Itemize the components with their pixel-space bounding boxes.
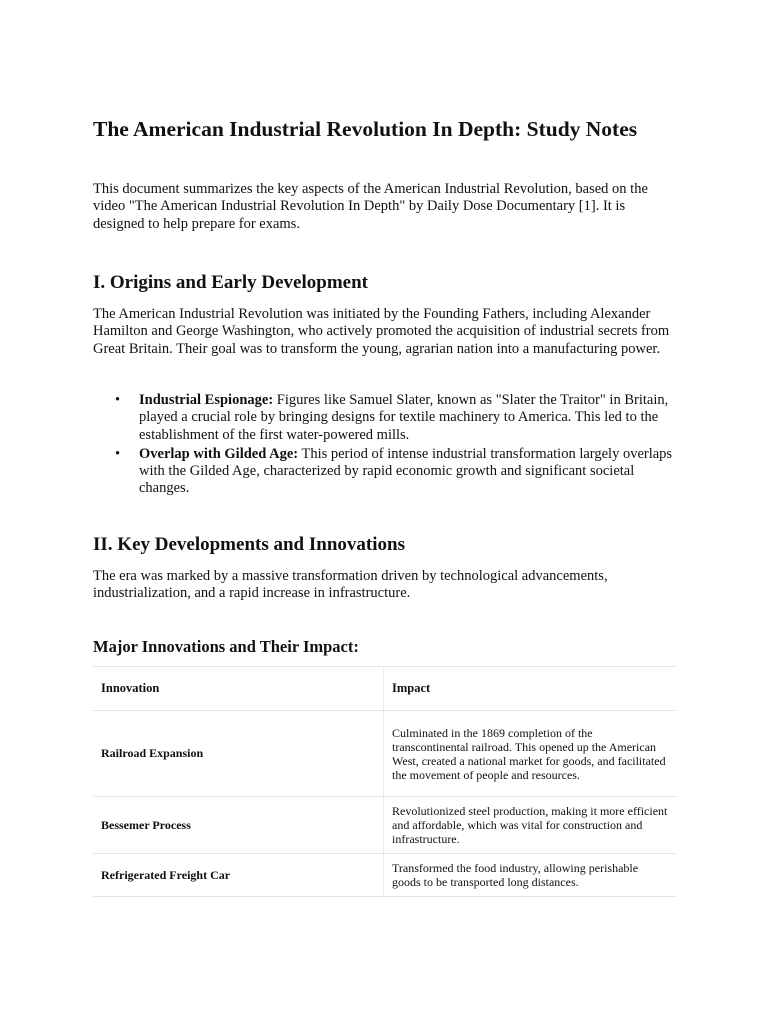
bullet-text: This period of intense industrial transformation largely overlaps with the Gilded Age, characterized by rapid economic growth and significant societal changes. (139, 445, 673, 497)
bullet-term: Industrial Espionage: (139, 392, 274, 408)
table-row (93, 711, 676, 797)
table-row (93, 797, 676, 854)
innovation-cell: Railroad Expansion (93, 711, 384, 797)
table-header-row (93, 667, 676, 711)
origins-paragraph: The American Industrial Revolution was initiated by the Founding Fathers, including Alexander Hamilton and George Washington, who actively promoted the acquisition of industrial secrets from Great Britain. Their goal was to transform the young, agrarian nation into a manufacturing power. (93, 306, 670, 357)
bullet-text: Figures like Samuel Slater, known as "Slater the Traitor" in Britain, played a crucial role by bringing designs for textile machinery to America. This led to the establishment of the first water-powered mills. (139, 392, 669, 443)
impact-cell: Revolutionized steel production, making it more efficient and affordable, which was vital for construction and infrastructure. (384, 797, 677, 854)
table-row (93, 854, 676, 897)
document-title: The American Industrial Revolution In Depth: Study Notes (93, 117, 638, 141)
bullet-marker: • (115, 392, 121, 408)
innovation-cell: Bessemer Process (93, 797, 384, 854)
column-header-innovation: Innovation (93, 667, 384, 711)
bullet-term: Overlap with Gilded Age: (139, 445, 299, 462)
innovations-subheading: Major Innovations and Their Impact: (93, 637, 359, 656)
bullet-marker: • (115, 445, 121, 462)
origins-bullet-list (93, 392, 676, 500)
innovations-table (93, 666, 676, 897)
impact-cell: Transformed the food industry, allowing perishable goods to be transported long distances. (384, 854, 677, 897)
impact-cell: Culminated in the 1869 completion of the transcontinental railroad. This opened up the American West, created a national market for goods, and facilitated the movement of people and resources. (384, 711, 677, 797)
column-header-impact: Impact (384, 667, 677, 711)
intro-paragraph: This document summarizes the key aspects of the American Industrial Revolution, based on the video "The American Industrial Revolution In Depth" by Daily Dose Documentary [1]. It is designed to help prepare for exams. (93, 181, 648, 232)
list-item (93, 446, 676, 498)
section-heading-origins: I. Origins and Early Development (93, 272, 368, 293)
section-heading-developments: II. Key Developments and Innovations (93, 534, 405, 555)
list-item (93, 392, 676, 444)
innovation-cell: Refrigerated Freight Car (93, 854, 384, 897)
developments-paragraph: The era was marked by a massive transformation driven by technological advancements, industrialization, and a rapid increase in infrastructure. (93, 568, 608, 602)
